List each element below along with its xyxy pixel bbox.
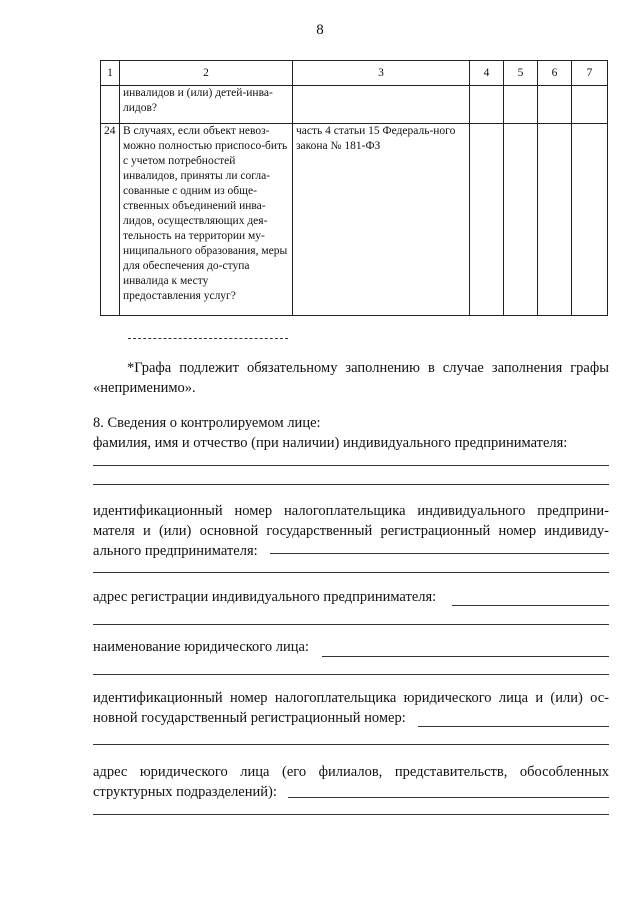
table-row bbox=[101, 124, 608, 316]
fio-fill-line-2[interactable] bbox=[93, 484, 609, 485]
header-col-3: 3 bbox=[293, 61, 470, 86]
table-header-row bbox=[101, 61, 608, 86]
row-cell-4 bbox=[470, 86, 504, 124]
row-cell-5 bbox=[504, 124, 538, 316]
inn-ul-label: идентификационный номер налогоплательщика юридического лица и (или) ос-новной государственный регистрационный номер: bbox=[93, 690, 609, 726]
address-ul-fill-line-1[interactable] bbox=[288, 797, 609, 798]
checklist-table bbox=[100, 60, 608, 316]
footnote-separator bbox=[128, 338, 288, 339]
name-ul-label: наименование юридического лица: bbox=[93, 639, 309, 655]
address-ip-fill-line-1[interactable] bbox=[452, 605, 609, 606]
row-cell-4 bbox=[470, 124, 504, 316]
row-number bbox=[101, 86, 120, 124]
header-col-1: 1 bbox=[101, 61, 120, 86]
row-question: В случаях, если объект невоз-можно полностью приспосо-бить с учетом потребностей инвалидов, приняты ли согла-сованные с одним из обще-ственных объединений инва-лидов, осуществляющих дея-тельность на территории му-ниципального образования, меры для обеспечения до-ступа инвалида к месту предоставления услуг? bbox=[120, 124, 293, 316]
header-col-7: 7 bbox=[572, 61, 608, 86]
page-number: 8 bbox=[316, 22, 324, 38]
fio-label: фамилия, имя и отчество (при наличии) индивидуального предпринимателя: bbox=[93, 435, 568, 451]
section-title: 8. Сведения о контролируемом лице: bbox=[93, 415, 321, 431]
header-col-5: 5 bbox=[504, 61, 538, 86]
name-ul-fill-line-2[interactable] bbox=[93, 674, 609, 675]
inn-ul-fill-line-1[interactable] bbox=[418, 726, 609, 727]
row-law bbox=[293, 86, 470, 124]
row-cell-6 bbox=[538, 86, 572, 124]
row-cell-5 bbox=[504, 86, 538, 124]
footnote-text: *Графа подлежит обязательному заполнению в случае заполнения графы «неприменимо». bbox=[93, 360, 609, 396]
inn-ul-fill-line-2[interactable] bbox=[93, 744, 609, 745]
row-cell-6 bbox=[538, 124, 572, 316]
address-ul-fill-line-2[interactable] bbox=[93, 814, 609, 815]
row-question: инвалидов и (или) детей-инва-лидов? bbox=[120, 86, 293, 124]
table-row bbox=[101, 86, 608, 124]
inn-ip-label: идентификационный номер налогоплательщика индивидуального предприни-мателя и (или) основной государственный регистрационный номер индивиду-ального предпринимателя: bbox=[93, 503, 609, 559]
fio-fill-line-1[interactable] bbox=[93, 465, 609, 466]
name-ul-fill-line-1[interactable] bbox=[322, 656, 609, 657]
address-ul-label: адрес юридического лица (его филиалов, представительств, обособленных структурных подразделений): bbox=[93, 764, 609, 800]
address-ip-label: адрес регистрации индивидуального предпринимателя: bbox=[93, 589, 437, 605]
row-cell-7 bbox=[572, 86, 608, 124]
inn-ip-fill-line-2[interactable] bbox=[93, 572, 609, 573]
header-col-4: 4 bbox=[470, 61, 504, 86]
header-col-2: 2 bbox=[120, 61, 293, 86]
address-ip-fill-line-2[interactable] bbox=[93, 624, 609, 625]
inn-ip-fill-line-1[interactable] bbox=[270, 553, 609, 554]
header-col-6: 6 bbox=[538, 61, 572, 86]
row-cell-7 bbox=[572, 124, 608, 316]
row-number: 24 bbox=[101, 124, 120, 316]
row-law: часть 4 статьи 15 Федераль-ного закона № 181-ФЗ bbox=[293, 124, 470, 316]
